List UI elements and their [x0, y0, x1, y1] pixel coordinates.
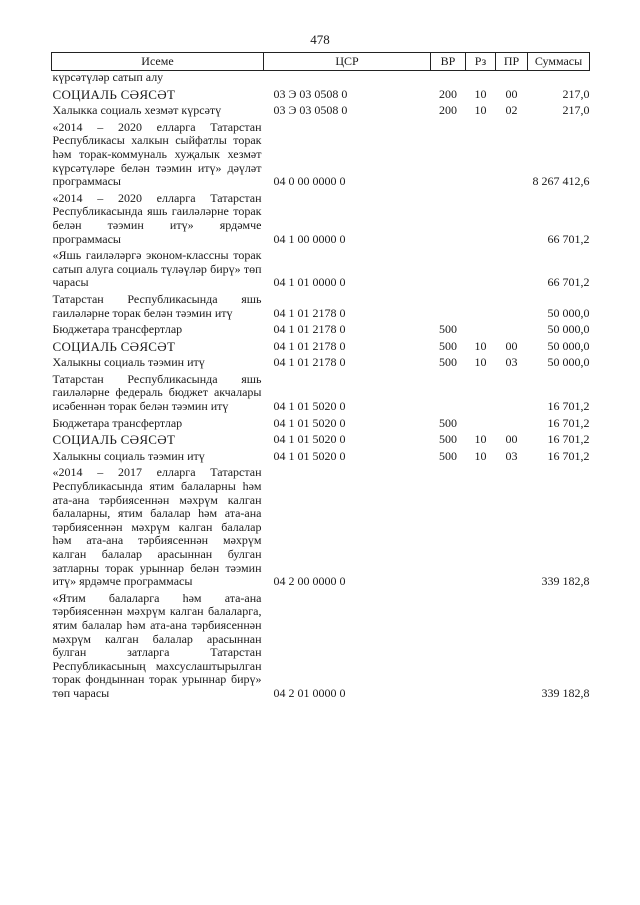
row-vr — [431, 465, 466, 590]
row-name: Халыкка социаль хезмәт күрсәтү — [52, 103, 222, 118]
row-sum — [528, 71, 590, 87]
row-code: 04 1 00 0000 0 — [273, 231, 346, 246]
table-row — [52, 87, 590, 104]
row-name: Татарстан Республикасында яшь гаиләләрне федераль бюджет акчалары исәбеннән торак белән тәэмин итү — [52, 371, 262, 414]
row-name: Бюджетара трансфертлар — [52, 415, 183, 430]
table-row — [52, 103, 590, 120]
row-pr: 00 — [505, 432, 518, 447]
row-rz: 10 — [474, 86, 487, 101]
table-row — [52, 248, 590, 292]
row-rz — [466, 372, 496, 416]
row-name: «Ятим балаларга һәм ата-ана тәрбиясеннән мәхрүм калган балаларга, ятим балалар һәм ата-ана тәрбиясеннән мәхрүм калган балалар арасыннан булган затларга Татарстан Республикасының махсуслаштырылган торак фондыннан торак урыннар бирү» төп чарасы — [52, 590, 262, 700]
row-rz — [466, 416, 496, 433]
row-vr: 500 — [439, 448, 457, 463]
table-row — [52, 71, 590, 87]
row-rz — [466, 71, 496, 87]
row-rz — [466, 248, 496, 292]
row-rz — [466, 120, 496, 191]
row-vr: 500 — [439, 432, 457, 447]
row-sum: 66 701,2 — [547, 231, 590, 246]
row-rz — [466, 292, 496, 322]
row-pr: 03 — [505, 355, 518, 370]
row-vr: 500 — [439, 338, 457, 353]
row-name: СОЦИАЛЬ СӘЯСӘТ — [52, 338, 176, 354]
row-sum: 50 000,0 — [547, 338, 590, 353]
row-sum: 339 182,8 — [541, 685, 590, 700]
row-pr: 00 — [505, 86, 518, 101]
row-code: 04 1 01 2178 0 — [273, 322, 346, 337]
header-name: Исеме — [52, 53, 264, 71]
row-pr — [496, 372, 528, 416]
row-pr — [496, 248, 528, 292]
row-pr: 03 — [505, 448, 518, 463]
row-code: 03 Э 03 0508 0 — [273, 103, 348, 118]
row-rz: 10 — [474, 448, 487, 463]
row-vr: 500 — [439, 322, 457, 337]
row-rz — [466, 465, 496, 590]
row-pr — [496, 292, 528, 322]
row-code: 04 1 01 5020 0 — [273, 415, 346, 430]
row-pr — [496, 416, 528, 433]
row-sum: 217,0 — [562, 86, 590, 101]
row-sum: 16 701,2 — [547, 448, 590, 463]
row-name: күрсәтүләр сатып алу — [52, 70, 164, 84]
header-rz: Рз — [466, 53, 496, 71]
row-code: 04 1 01 2178 0 — [273, 338, 346, 353]
row-sum: 16 701,2 — [547, 415, 590, 430]
row-name: Халыкны социаль тәэмин итү — [52, 448, 205, 463]
row-code: 04 2 00 0000 0 — [273, 574, 346, 589]
table-row — [52, 120, 590, 191]
row-name: «2014 – 2017 елларга Татарстан Республикасында ятим балаларны һәм ата-ана тәрбиясеннән мәхрүм калган балаларны, ятим балалар һәм ата-ана тәрбиясеннән мәхрүм калган балалар һәм ата-ана тәрбиясеннән мәхрүм калган балалар арасыннан булган затларны торак урыннар белән тәэмин итү» ярдәмче программасы — [52, 465, 262, 589]
row-sum: 50 000,0 — [547, 305, 590, 320]
row-rz: 10 — [474, 432, 487, 447]
table-row — [52, 322, 590, 339]
row-pr — [496, 322, 528, 339]
row-pr — [496, 591, 528, 703]
row-vr — [431, 120, 466, 191]
row-vr: 500 — [439, 415, 457, 430]
row-vr — [431, 372, 466, 416]
row-pr — [496, 120, 528, 191]
header-pr: ПР — [496, 53, 528, 71]
row-code: 04 1 01 0000 0 — [273, 275, 346, 290]
row-code: 04 1 01 5020 0 — [273, 399, 346, 414]
row-sum: 8 267 412,6 — [532, 174, 590, 189]
row-rz: 10 — [474, 355, 487, 370]
table-row — [52, 465, 590, 590]
row-code: 04 1 01 2178 0 — [273, 355, 346, 370]
header-sum: Суммасы — [528, 53, 590, 71]
row-code: 04 0 00 0000 0 — [273, 174, 346, 189]
row-name: «2014 – 2020 елларга Татарстан Республикасында яшь гаиләләрне торак белән тәэмин итү» ярдәмче программасы — [52, 190, 262, 246]
row-name: Татарстан Республикасында яшь гаиләләрне торак белән тәэмин итү — [52, 291, 262, 320]
table-row — [52, 449, 590, 466]
row-pr: 02 — [505, 103, 518, 118]
row-sum: 50 000,0 — [547, 322, 590, 337]
row-sum: 50 000,0 — [547, 355, 590, 370]
table-row — [52, 416, 590, 433]
row-sum: 16 701,2 — [547, 432, 590, 447]
row-vr: 200 — [439, 86, 457, 101]
header-vr: ВР — [431, 53, 466, 71]
table-row — [52, 355, 590, 372]
row-rz — [466, 591, 496, 703]
row-name: СОЦИАЛЬ СӘЯСӘТ — [52, 86, 176, 102]
row-code: 04 1 01 2178 0 — [273, 305, 346, 320]
row-vr — [431, 191, 466, 248]
header-code: ЦСР — [264, 53, 431, 71]
row-code: 04 1 01 5020 0 — [273, 448, 346, 463]
budget-table — [51, 52, 590, 703]
row-vr — [431, 248, 466, 292]
row-sum: 16 701,2 — [547, 399, 590, 414]
row-name: СОЦИАЛЬ СӘЯСӘТ — [52, 432, 176, 448]
row-rz — [466, 191, 496, 248]
table-row — [52, 339, 590, 356]
row-pr — [496, 71, 528, 87]
row-pr — [496, 191, 528, 248]
table-row — [52, 292, 590, 322]
page-number: 478 — [310, 32, 330, 47]
row-rz: 10 — [474, 338, 487, 353]
row-rz: 10 — [474, 103, 487, 118]
row-name: Бюджетара трансфертлар — [52, 322, 183, 337]
row-name: «2014 – 2020 елларга Татарстан Республикасы халкын сыйфатлы торак һәм торак-коммуналь хуҗалык хезмәт күрсәтүләре белән тәэмин итү» дәүләт программасы — [52, 119, 262, 189]
table-header-row — [52, 53, 590, 71]
row-name: «Яшь гаиләләргә эконом-классны торак сатып алуга социаль түләүләр бирү» төп чарасы — [52, 248, 262, 290]
row-code — [264, 71, 431, 87]
row-vr — [431, 591, 466, 703]
table-row — [52, 591, 590, 703]
table-row — [52, 372, 590, 416]
table-row — [52, 191, 590, 248]
row-sum: 339 182,8 — [541, 574, 590, 589]
row-vr: 500 — [439, 355, 457, 370]
row-pr: 00 — [505, 338, 518, 353]
row-code: 04 2 01 0000 0 — [273, 685, 346, 700]
row-vr — [431, 71, 466, 87]
row-code: 03 Э 03 0508 0 — [273, 86, 348, 101]
row-rz — [466, 322, 496, 339]
row-vr: 200 — [439, 103, 457, 118]
row-name: Халыкны социаль тәэмин итү — [52, 355, 205, 370]
row-pr — [496, 465, 528, 590]
row-sum: 66 701,2 — [547, 275, 590, 290]
row-vr — [431, 292, 466, 322]
row-sum: 217,0 — [562, 103, 590, 118]
table-row — [52, 432, 590, 449]
row-code: 04 1 01 5020 0 — [273, 432, 346, 447]
